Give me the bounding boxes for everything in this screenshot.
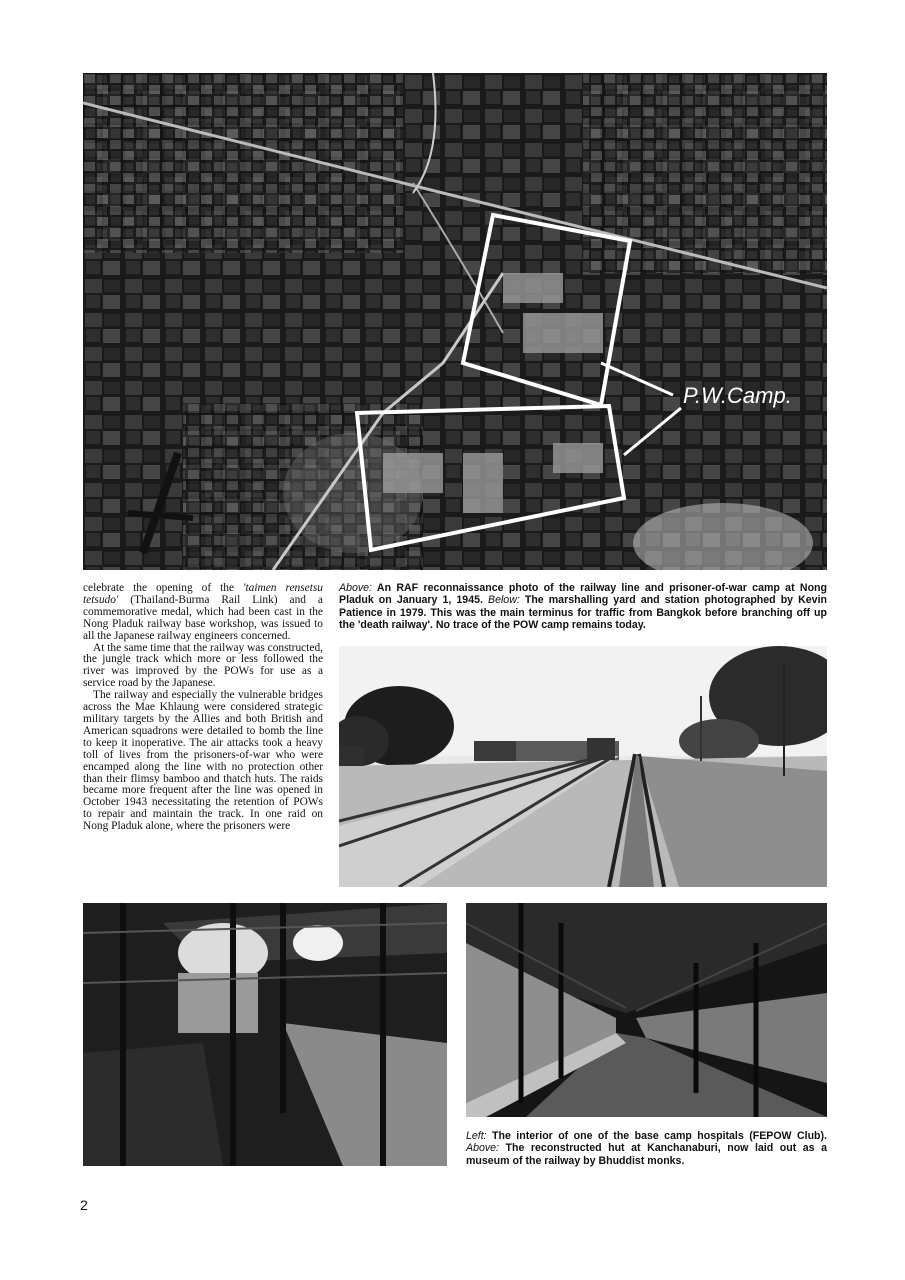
page-number: 2 xyxy=(80,1197,88,1213)
aerial-reconnaissance-photo xyxy=(83,73,827,570)
marshalling-yard-photo xyxy=(339,646,827,887)
body-paragraph-3: The railway and especially the vulnerable bridges across the Mae Khlaung were considered strategic military targets by the Allies and both British and American squadrons were detailed to bomb the line to keep it inoperative. The air attacks took a heavy toll of lives from the prisoners-of-war who were encamped along the line with no protection other than their flimsy bamboo and thatch huts. The raids became more frequent after the line was opened in October 1943 necessitating the retention of POWs to repair and maintain the track. In one raid on Nong Pladuk alone, where the prisoners were xyxy=(83,689,323,833)
hospital-interior-photo xyxy=(83,903,447,1166)
pw-camp-label: P.W.Camp. xyxy=(683,383,792,408)
body-paragraph-1: celebrate the opening of the 'taimen rensetsu tetsudo' (Thailand-Burma Rail Link) and a commemorative medal, which had been cast in the Nong Pladuk railway base workshop, was issued to all the Japanese railway engineers concerned. xyxy=(83,582,323,642)
article-body-text xyxy=(83,583,323,833)
reconstructed-hut-photo xyxy=(466,903,827,1117)
body-paragraph-2: At the same time that the railway was constructed, the jungle track which more or less followed the river was improved by the POWs for use as a service road by the Japanese. xyxy=(83,641,323,690)
hut-photos-caption: Left: The interior of one of the base camp hospitals (FEPOW Club). Above: The reconstructed hut at Kanchanaburi, now laid out as a museum of the railway by Bhuddist monks. xyxy=(466,1130,827,1167)
aerial-photo-caption: Above: An RAF reconnaissance photo of the railway line and prisoner-of-war camp at Nong Pladuk on January 1, 1945. Below: The marshalling yard and station photographed by Kevin Patience in 1979. This was the main terminus for traffic from Bangkok before branching off up the 'death railway'. No trace of the POW camp remains today. xyxy=(339,582,827,632)
